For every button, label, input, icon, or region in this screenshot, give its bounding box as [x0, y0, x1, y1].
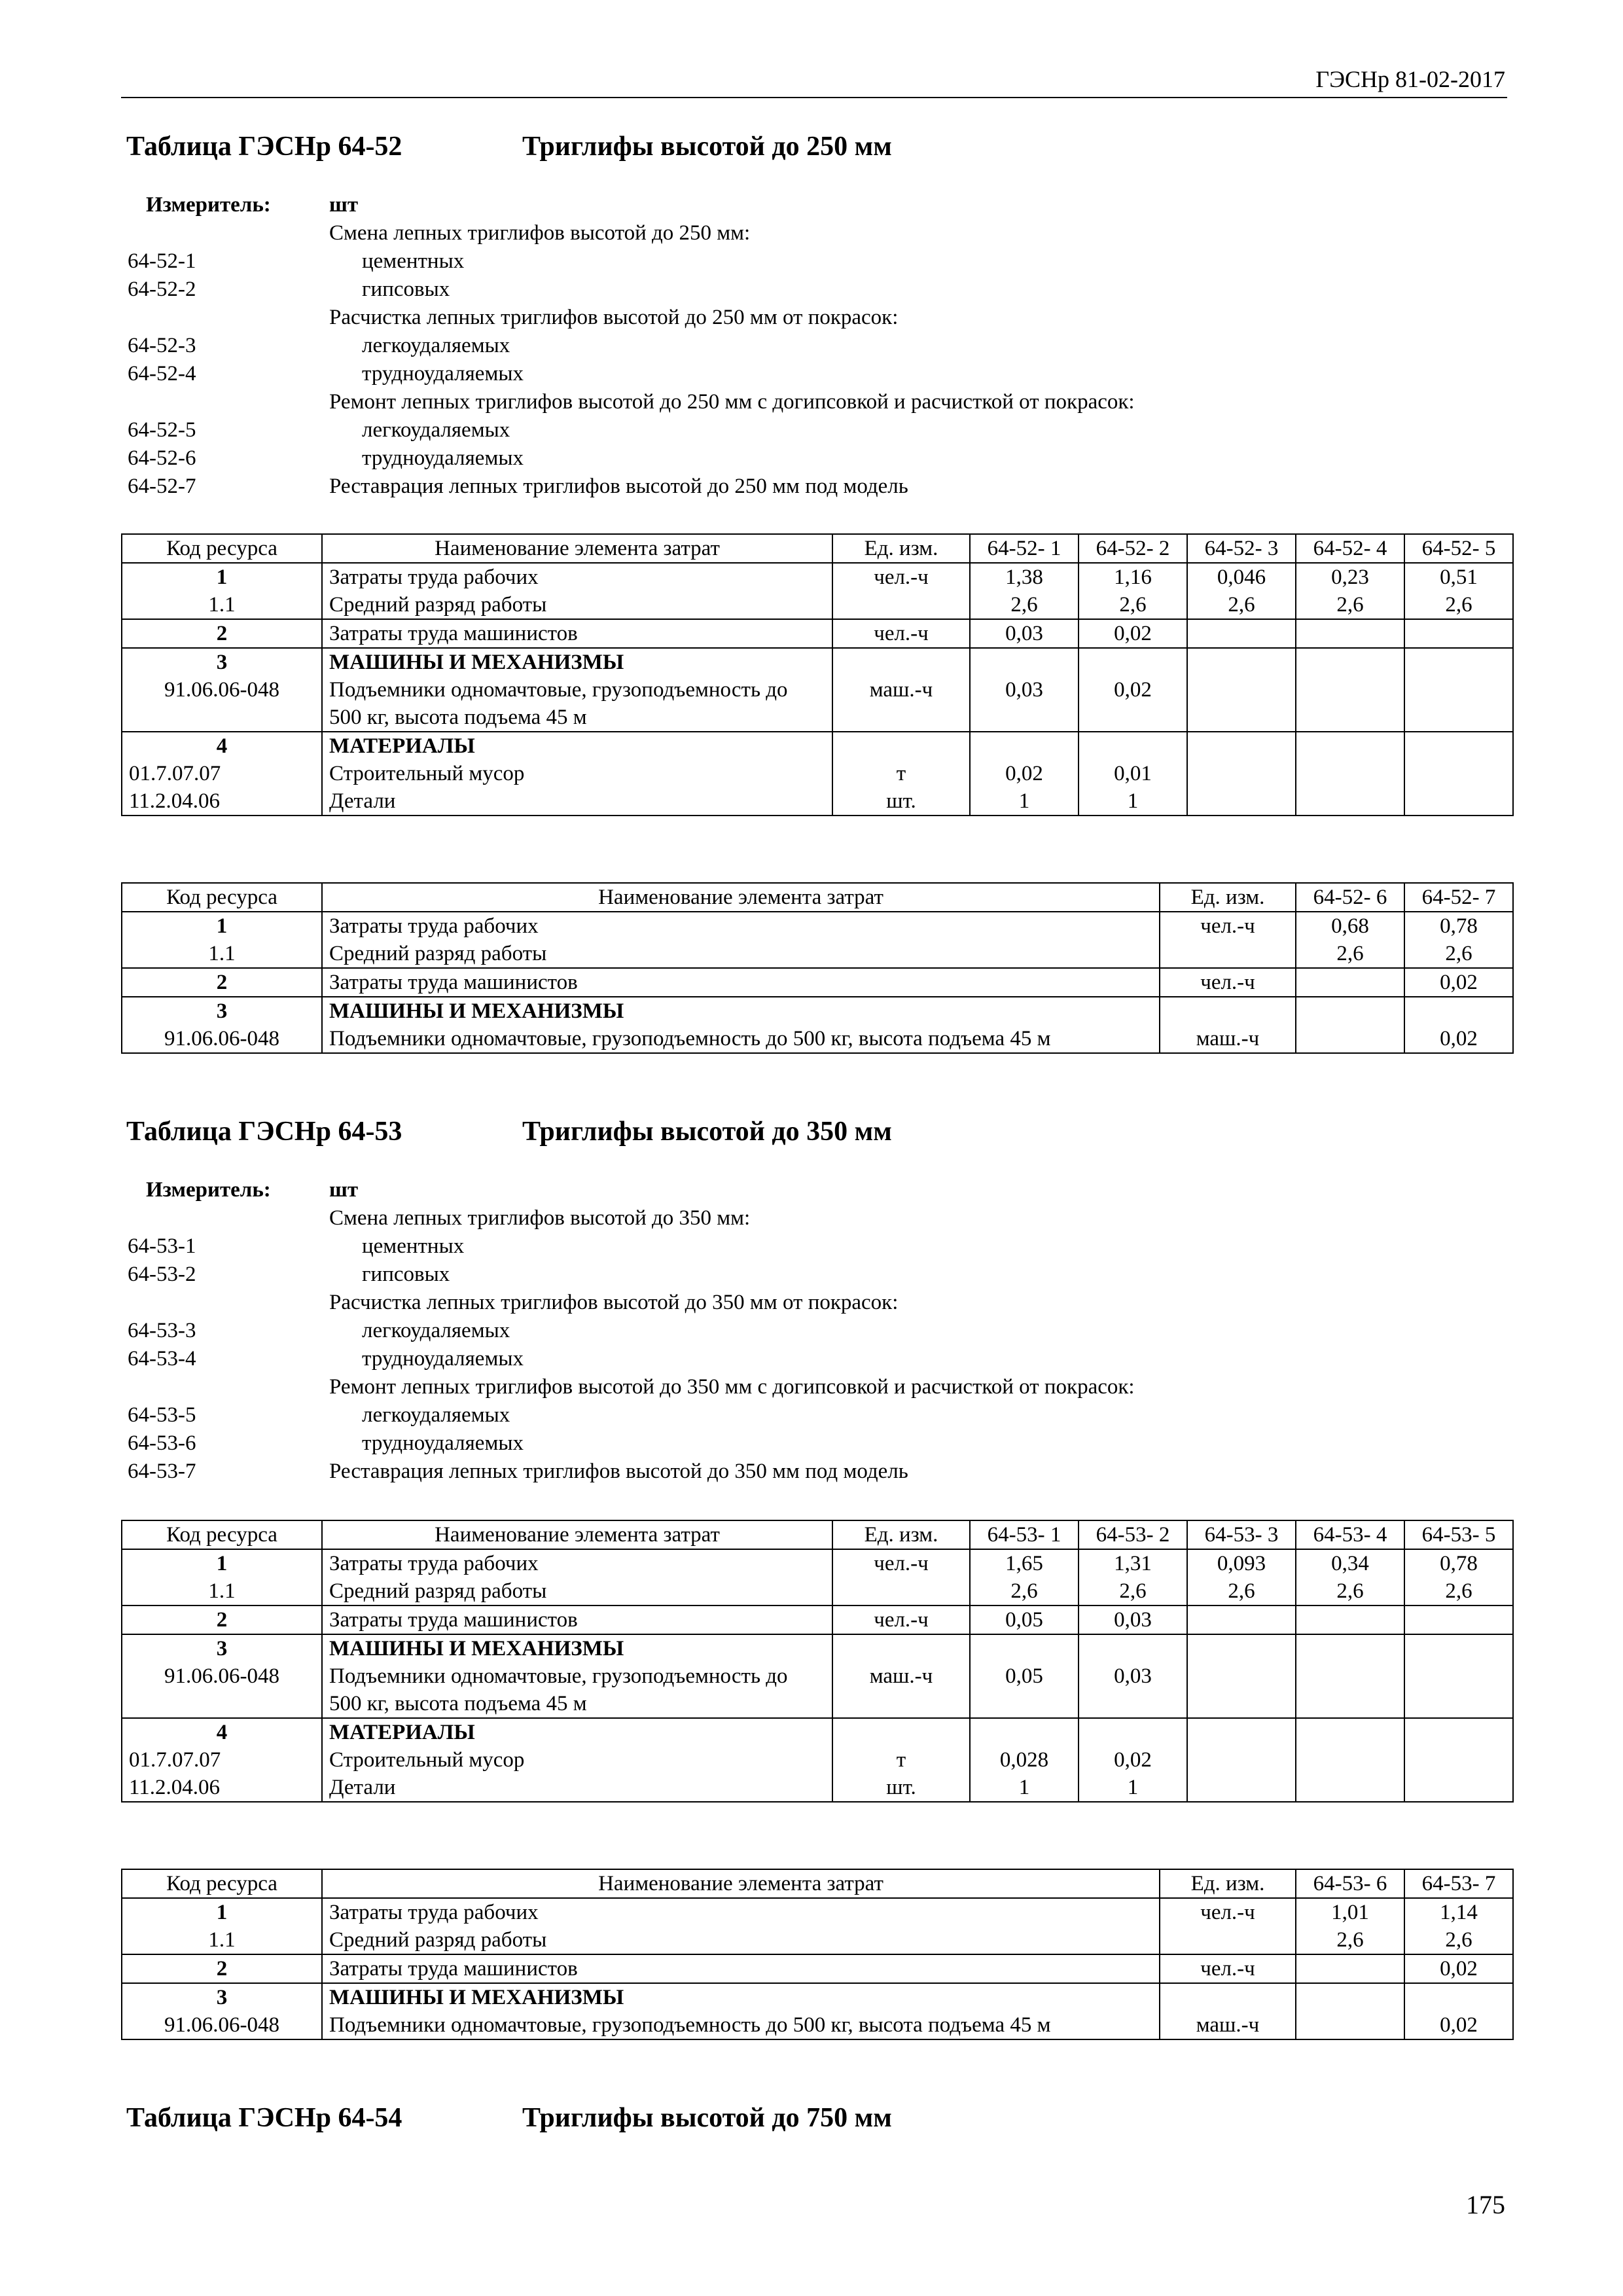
table-row: 01.7.07.07 Строительный мусор т 0,02 0,01 [122, 760, 1513, 787]
table-row: 3 МАШИНЫ И МЕХАНИЗМЫ [122, 997, 1513, 1025]
table-row: 2 Затраты труда машинистов чел.-ч 0,05 0,03 [122, 1605, 1513, 1634]
table-title-64-52 [126, 131, 892, 162]
table-number: Таблица ГЭСНр 64-54 [126, 2103, 402, 2133]
table-row: 91.06.06-048 Подъемники одномачтовые, грузоподъемность до 500 кг, высота подъема 45 м маш.-ч 0,02 [122, 2011, 1513, 2039]
table-row: 91.06.06-048 Подъемники одномачтовые, грузоподъемность до 500 кг, высота подъема 45 м маш.-ч 0,03 0,02 [122, 676, 1513, 732]
table-header-row: Код ресурса Наименование элемента затрат Ед. изм. 64-53- 1 64-53- 2 64-53- 3 64-53- 4 64-53- 5 [122, 1520, 1513, 1549]
document-code-header: ГЭСНр 81-02-2017 [1315, 66, 1505, 92]
table-row: 91.06.06-048 Подъемники одномачтовые, грузоподъемность до 500 кг, высота подъема 45 м маш.-ч 0,02 [122, 1025, 1513, 1053]
table-number: Таблица ГЭСНр 64-53 [126, 1117, 402, 1147]
table-row: 2 Затраты труда машинистов чел.-ч 0,02 [122, 1954, 1513, 1983]
norm-table-64-52-part1 [121, 533, 1514, 816]
table-row: 1.1 Средний разряд работы 2,6 2,6 [122, 1926, 1513, 1954]
table-header-row: Код ресурса Наименование элемента затрат Ед. изм. 64-53- 6 64-53- 7 [122, 1869, 1513, 1898]
table-row: 4 МАТЕРИАЛЫ [122, 1718, 1513, 1746]
meter-unit: шт [329, 1178, 359, 1202]
meter-label: Измеритель: [146, 1178, 271, 1202]
table-row: 01.7.07.07 Строительный мусор т 0,028 0,02 [122, 1746, 1513, 1774]
table-header-row: Код ресурса Наименование элемента затрат Ед. изм. 64-52- 1 64-52- 2 64-52- 3 64-52- 4 64-52- 5 [122, 534, 1513, 563]
table-name: Триглифы высотой до 350 мм [522, 1117, 892, 1147]
table-row: 2 Затраты труда машинистов чел.-ч 0,02 [122, 968, 1513, 997]
norm-table-64-53-part1 [121, 1520, 1514, 1803]
table-number: Таблица ГЭСНр 64-52 [126, 132, 402, 162]
table-title-64-53 [126, 1116, 892, 1147]
table-header-row: Код ресурса Наименование элемента затрат Ед. изм. 64-52- 6 64-52- 7 [122, 883, 1513, 912]
meter-unit: шт [329, 193, 359, 217]
norm-table-64-53-part2 [121, 1869, 1514, 2040]
table-name: Триглифы высотой до 750 мм [522, 2103, 892, 2133]
page-number: 175 [1466, 2190, 1505, 2219]
table-row: 1.1 Средний разряд работы 2,6 2,6 2,6 2,6 2,6 [122, 1577, 1513, 1605]
table-row: 3 МАШИНЫ И МЕХАНИЗМЫ [122, 1634, 1513, 1662]
table-row: 1 Затраты труда рабочих чел.-ч 1,01 1,14 [122, 1898, 1513, 1926]
table-row: 1 Затраты труда рабочих чел.-ч 0,68 0,78 [122, 912, 1513, 940]
table-row: 91.06.06-048 Подъемники одномачтовые, грузоподъемность до 500 кг, высота подъема 45 м маш.-ч 0,05 0,03 [122, 1662, 1513, 1718]
table-row: 3 МАШИНЫ И МЕХАНИЗМЫ [122, 648, 1513, 676]
table-name: Триглифы высотой до 250 мм [522, 132, 892, 162]
norm-table-64-52-part2 [121, 882, 1514, 1054]
table-row: 1 Затраты труда рабочих чел.-ч 1,38 1,16 0,046 0,23 0,51 [122, 563, 1513, 591]
table-row: 1.1 Средний разряд работы 2,6 2,6 [122, 940, 1513, 968]
table-row: 4 МАТЕРИАЛЫ [122, 732, 1513, 760]
table-row: 11.2.04.06 Детали шт. 1 1 [122, 787, 1513, 816]
table-row: 2 Затраты труда машинистов чел.-ч 0,03 0,02 [122, 619, 1513, 648]
table-row: 3 МАШИНЫ И МЕХАНИЗМЫ [122, 1983, 1513, 2011]
table-title-64-54 [126, 2102, 892, 2134]
table-row: 1 Затраты труда рабочих чел.-ч 1,65 1,31 0,093 0,34 0,78 [122, 1549, 1513, 1577]
header-rule [121, 97, 1507, 98]
table-row: 11.2.04.06 Детали шт. 1 1 [122, 1774, 1513, 1802]
meter-label: Измеритель: [146, 193, 271, 217]
table-row: 1.1 Средний разряд работы 2,6 2,6 2,6 2,6 2,6 [122, 591, 1513, 619]
